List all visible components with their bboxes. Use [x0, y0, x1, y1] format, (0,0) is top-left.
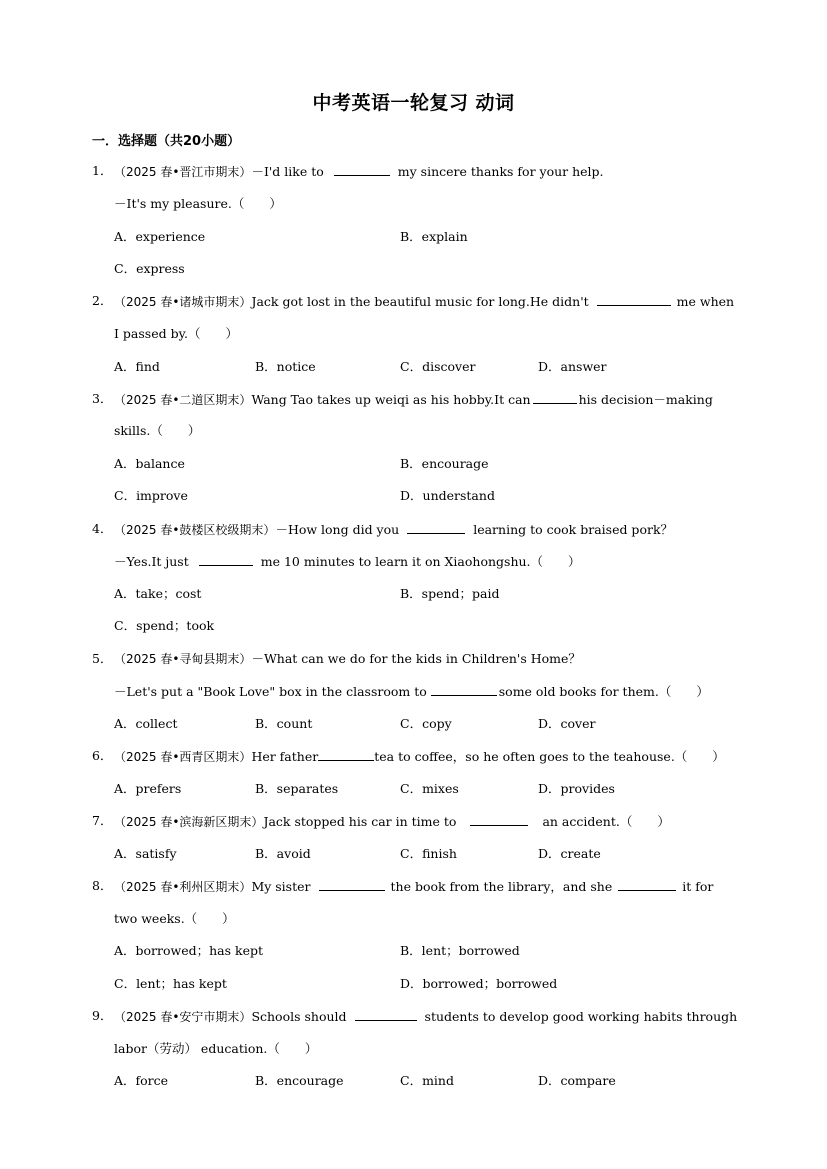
- answer-blank[interactable]: [470, 812, 528, 826]
- option-c[interactable]: C．express: [114, 261, 185, 276]
- question-text: it for: [682, 879, 714, 894]
- answer-blank[interactable]: [597, 292, 671, 306]
- question-text: Wang Tao takes up weiqi as his hobby.It can: [251, 392, 531, 407]
- question-text: tea to coffee，so he often goes to the teahouse.（ ）: [374, 749, 725, 764]
- option-a[interactable]: A．experience: [114, 229, 206, 244]
- question-1-line-1: [114, 162, 604, 181]
- question-4-line-1: [114, 520, 673, 539]
- option-b[interactable]: B．explain: [400, 229, 468, 244]
- question-8-line-1: [114, 877, 713, 896]
- question-text: －Let's put a "Book Love" box in the classroom to: [114, 684, 427, 699]
- question-4-line-2: [114, 552, 581, 571]
- question-text: the book from the library，and she: [390, 879, 613, 894]
- answer-blank[interactable]: [533, 390, 577, 404]
- question-number: 9．: [92, 1008, 113, 1023]
- option-c[interactable]: C．discover: [400, 359, 476, 374]
- option-a[interactable]: A．satisfy: [114, 846, 177, 861]
- answer-blank[interactable]: [431, 682, 497, 696]
- question-number: 5．: [92, 651, 113, 666]
- question-text: －Yes.It just: [114, 554, 189, 569]
- question-source: （2025 春•利州区期末）: [114, 880, 252, 894]
- question-1-line-2: －It's my pleasure.（ ）: [114, 196, 282, 211]
- option-a[interactable]: A．collect: [114, 716, 178, 731]
- answer-blank[interactable]: [318, 747, 374, 761]
- answer-blank[interactable]: [319, 877, 385, 891]
- question-text: Her father: [251, 749, 319, 764]
- question-number: 6．: [92, 748, 113, 763]
- question-9-line-2: labor（劳动） education.（ ）: [114, 1041, 318, 1056]
- option-c[interactable]: C．copy: [400, 716, 452, 731]
- question-text: me when: [676, 294, 735, 309]
- question-text: My sister: [251, 879, 311, 894]
- question-number: 4．: [92, 521, 113, 536]
- question-3-line-1: [114, 390, 713, 409]
- option-a[interactable]: A．borrowed；has kept: [114, 943, 264, 958]
- answer-blank[interactable]: [355, 1007, 417, 1021]
- question-2-line-2: I passed by.（ ）: [114, 326, 238, 341]
- question-5-line-2: [114, 682, 709, 701]
- option-d[interactable]: D．understand: [400, 488, 495, 503]
- question-number: 1．: [92, 163, 113, 178]
- question-text: some old books for them.（ ）: [498, 684, 709, 699]
- option-b[interactable]: B．notice: [255, 359, 316, 374]
- question-number: 2．: [92, 293, 113, 308]
- option-a[interactable]: A．balance: [114, 456, 185, 471]
- question-number: 7．: [92, 813, 113, 828]
- question-source: （2025 春•二道区期末）: [114, 393, 252, 407]
- option-d[interactable]: D．borrowed；borrowed: [400, 976, 558, 991]
- answer-blank[interactable]: [199, 552, 253, 566]
- question-number: 8．: [92, 878, 113, 893]
- option-b[interactable]: B．spend；paid: [400, 586, 500, 601]
- option-d[interactable]: D．provides: [538, 781, 615, 796]
- question-text: me 10 minutes to learn it on Xiaohongshu.（ ）: [260, 554, 581, 569]
- option-b[interactable]: B．avoid: [255, 846, 311, 861]
- option-c[interactable]: C．finish: [400, 846, 457, 861]
- question-number: 3．: [92, 391, 113, 406]
- option-b[interactable]: B．encourage: [400, 456, 489, 471]
- question-6-line-1: [114, 747, 725, 766]
- question-text: my sincere thanks for your help.: [397, 164, 604, 179]
- option-d[interactable]: D．create: [538, 846, 601, 861]
- question-source: （2025 春•晋江市期末）: [114, 165, 252, 179]
- answer-blank[interactable]: [407, 520, 465, 534]
- question-source: （2025 春•诸城市期末）: [114, 295, 252, 309]
- page-title: 中考英语一轮复习 动词: [312, 92, 515, 114]
- question-source: （2025 春•西青区期末）: [114, 750, 252, 764]
- option-c[interactable]: C．mind: [400, 1073, 454, 1088]
- option-c[interactable]: C．lent；has kept: [114, 976, 227, 991]
- option-a[interactable]: A．take；cost: [114, 586, 202, 601]
- question-text: Jack stopped his car in time to: [263, 814, 457, 829]
- question-7-line-1: [114, 812, 670, 831]
- option-d[interactable]: D．compare: [538, 1073, 616, 1088]
- question-text: －I'd like to: [251, 164, 324, 179]
- question-source: （2025 春•寻甸县期末）: [114, 652, 252, 666]
- option-c[interactable]: C．spend；took: [114, 618, 215, 633]
- option-a[interactable]: A．prefers: [114, 781, 182, 796]
- question-5-line-1: [114, 650, 581, 668]
- question-source: （2025 春•安宁市期末）: [114, 1010, 252, 1024]
- question-text: his decision－making: [578, 392, 713, 407]
- option-a[interactable]: A．find: [114, 359, 160, 374]
- question-9-line-1: [114, 1007, 737, 1026]
- answer-blank[interactable]: [334, 162, 390, 176]
- question-text: an accident.（ ）: [542, 814, 670, 829]
- question-3-line-2: skills.（ ）: [114, 423, 201, 438]
- question-8-line-2: two weeks.（ ）: [114, 911, 235, 926]
- option-c[interactable]: C．improve: [114, 488, 188, 503]
- question-text: students to develop good working habits through: [424, 1009, 738, 1024]
- option-d[interactable]: D．answer: [538, 359, 607, 374]
- question-source: （2025 春•滨海新区期末）: [114, 815, 264, 829]
- option-b[interactable]: B．separates: [255, 781, 339, 796]
- option-b[interactable]: B．lent；borrowed: [400, 943, 520, 958]
- question-text: Schools should: [251, 1009, 347, 1024]
- option-b[interactable]: B．encourage: [255, 1073, 344, 1088]
- question-text: Jack got lost in the beautiful music for long.He didn't: [251, 294, 589, 309]
- question-text: －How long did you: [275, 522, 400, 537]
- option-a[interactable]: A．force: [114, 1073, 169, 1088]
- section-heading: 一．选择题（共20小题）: [92, 134, 241, 149]
- option-c[interactable]: C．mixes: [400, 781, 459, 796]
- question-text: learning to cook braised pork？: [473, 522, 674, 537]
- option-b[interactable]: B．count: [255, 716, 313, 731]
- answer-blank[interactable]: [618, 877, 676, 891]
- option-d[interactable]: D．cover: [538, 716, 596, 731]
- question-2-line-1: [114, 292, 734, 311]
- question-source: （2025 春•鼓楼区校级期末）: [114, 523, 276, 537]
- question-text: －What can we do for the kids in Children's Home？: [251, 651, 581, 666]
